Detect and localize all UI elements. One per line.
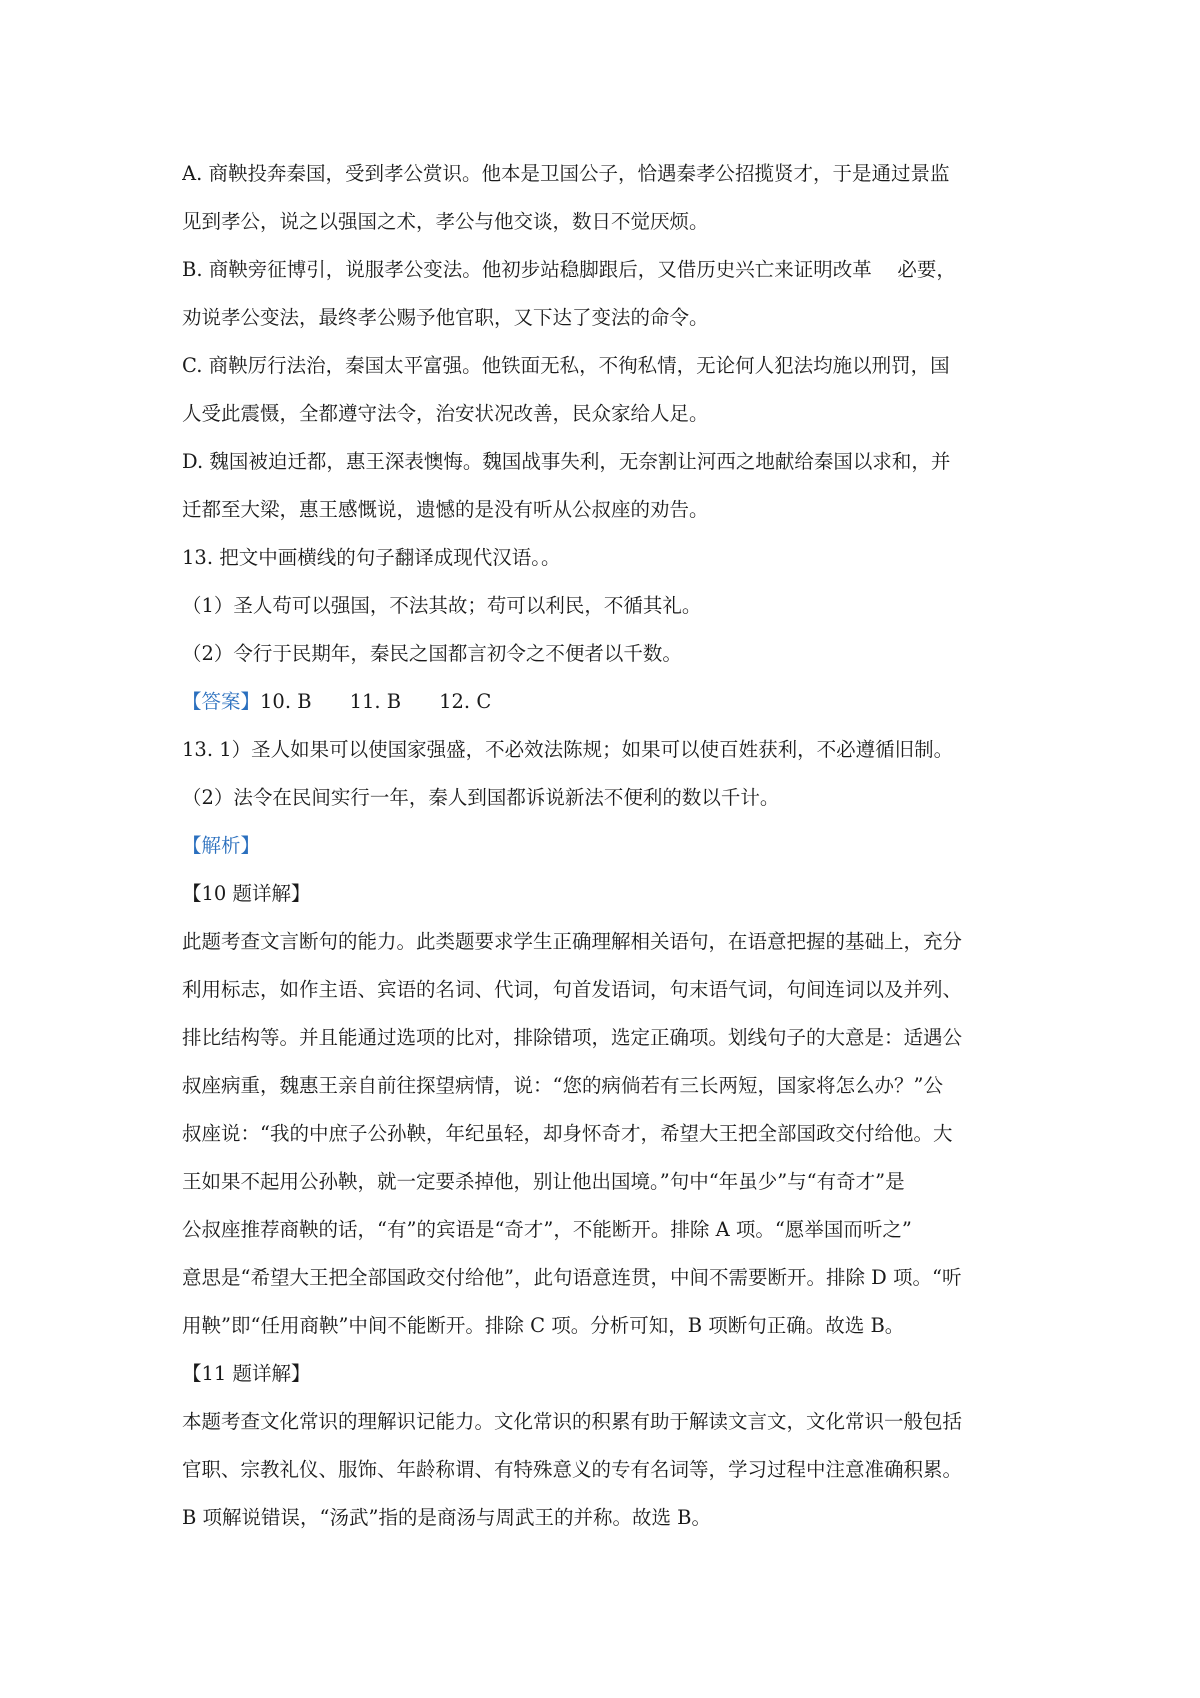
- answer-12: 12. C: [439, 690, 492, 713]
- analysis-label: 【解析】: [182, 834, 261, 857]
- answer-line: [182, 678, 1028, 726]
- q10-title: 【10 题详解】: [182, 882, 311, 905]
- option-d-line-1: D. 魏国被迫迁都，惠王深表懊悔。魏国战事失利，无奈割让河西之地献给秦国以求和，并: [182, 450, 951, 473]
- option-b-line-1: B. 商鞅旁征博引，说服孝公变法。他初步站稳脚跟后，又借历史兴亡来证明改革 必要，: [182, 258, 956, 281]
- answer-label: 【答案】: [182, 690, 261, 713]
- document-page: [182, 150, 1028, 1542]
- q10-line: 公叔座推荐商鞅的话，“有”的宾语是“奇才”，不能断开。排除 A 项。“愿举国而听之”: [182, 1218, 912, 1241]
- q10-line: 叔座说：“我的中庶子公孙鞅，年纪虽轻，却身怀奇才，希望大王把全部国政交付给他。大: [182, 1122, 953, 1145]
- answer-13-part-2: （2）法令在民间实行一年，秦人到国都诉说新法不便利的数以千计。: [182, 786, 780, 809]
- option-c-line-2: 人受此震慑，全都遵守法令，治安状况改善，民众家给人足。: [182, 402, 709, 425]
- option-a-line-2: 见到孝公，说之以强国之术，孝公与他交谈，数日不觉厌烦。: [182, 210, 709, 233]
- q10-line: 利用标志，如作主语、宾语的名词、代词，句首发语词，句末语气词，句间连词以及并列、: [182, 978, 963, 1001]
- question-13-part-2: （2）令行于民期年，秦民之国都言初令之不便者以千数。: [182, 642, 682, 665]
- option-a-line-1: A. 商鞅投奔秦国，受到孝公赏识。他本是卫国公子，恰遇秦孝公招揽贤才，于是通过景监: [182, 162, 950, 185]
- q10-line: 叔座病重，魏惠王亲自前往探望病情，说：“您的病倘若有三长两短，国家将怎么办？”公: [182, 1074, 943, 1097]
- answer-10: 10. B: [260, 690, 312, 713]
- q10-line: 意思是“希望大王把全部国政交付给他”，此句语意连贯，中间不需要断开。排除 D 项。“听: [182, 1266, 962, 1289]
- q11-title: 【11 题详解】: [182, 1362, 311, 1385]
- q10-line: 王如果不起用公孙鞅，就一定要杀掉他，别让他出国境。”句中“年虽少”与“有奇才”是: [182, 1170, 905, 1193]
- q11-line: 官职、宗教礼仪、服饰、年龄称谓、有特殊意义的专有名词等，学习过程中注意准确积累。: [182, 1458, 963, 1481]
- q10-line: 用鞅”即“任用商鞅”中间不能断开。排除 C 项。分析可知，B 项断句正确。故选 B。: [182, 1314, 905, 1337]
- q10-line: 此题考查文言断句的能力。此类题要求学生正确理解相关语句，在语意把握的基础上，充分: [182, 930, 963, 953]
- q11-line: 本题考查文化常识的理解识记能力。文化常识的积累有助于解读文言文，文化常识一般包括: [182, 1410, 963, 1433]
- answer-11: 11. B: [349, 690, 402, 713]
- q10-line: 排比结构等。并且能通过选项的比对，排除错项，选定正确项。划线句子的大意是：适遇公: [182, 1026, 963, 1049]
- q11-line: B 项解说错误，“汤武”指的是商汤与周武王的并称。故选 B。: [182, 1506, 711, 1529]
- option-b-line-2: 劝说孝公变法，最终孝公赐予他官职，又下达了变法的命令。: [182, 306, 709, 329]
- question-13-part-1: （1）圣人苟可以强国，不法其故；苟可以利民，不循其礼。: [182, 594, 702, 617]
- option-c-line-1: C. 商鞅厉行法治，秦国太平富强。他铁面无私，不徇私情，无论何人犯法均施以刑罚，国: [182, 354, 950, 377]
- option-d-line-2: 迁都至大梁，惠王感慨说，遗憾的是没有听从公叔座的劝告。: [182, 498, 709, 521]
- answer-13-part-1: 13. 1）圣人如果可以使国家强盛，不必效法陈规；如果可以使百姓获利，不必遵循旧制。: [182, 738, 954, 761]
- question-13: 13. 把文中画横线的句子翻译成现代汉语。。: [182, 546, 561, 569]
